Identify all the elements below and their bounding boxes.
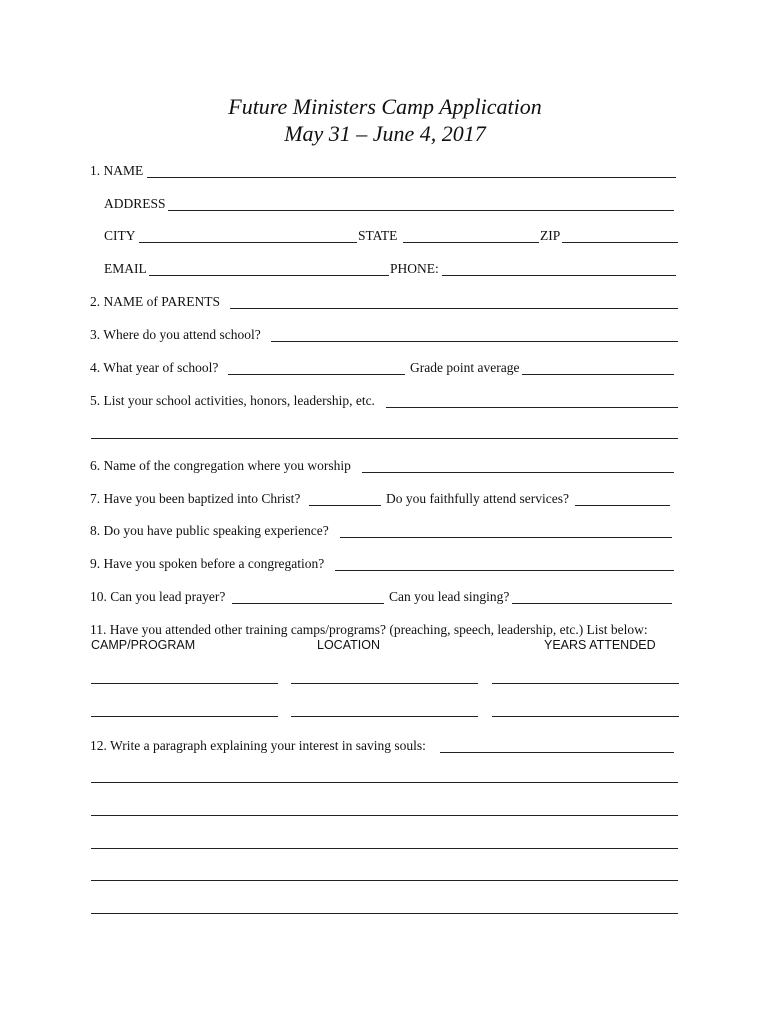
camp-program-line-1[interactable]	[91, 683, 278, 684]
gpa-field[interactable]	[522, 360, 674, 375]
zip-label: ZIP	[540, 228, 561, 243]
state-field[interactable]	[403, 228, 539, 243]
state-label: STATE	[358, 228, 398, 243]
paragraph-line-4[interactable]	[91, 880, 678, 881]
paragraph-label: 12. Write a paragraph explaining your interest in saving souls:	[90, 738, 426, 753]
name-label: 1. NAME	[90, 163, 144, 178]
prayer-singing-row	[0, 589, 770, 607]
name-field[interactable]	[147, 163, 676, 178]
address-field[interactable]	[168, 196, 674, 211]
attend-field[interactable]	[575, 491, 670, 506]
school-field[interactable]	[271, 327, 678, 342]
name-row	[0, 163, 770, 181]
location-line-1[interactable]	[291, 683, 478, 684]
parents-field[interactable]	[230, 294, 678, 309]
activities-field[interactable]	[386, 393, 678, 408]
baptized-attend-row	[0, 491, 770, 509]
paragraph-line-5[interactable]	[91, 913, 678, 914]
spoken-field[interactable]	[335, 556, 674, 571]
camp-program-line-2[interactable]	[91, 716, 278, 717]
baptized-field[interactable]	[309, 491, 381, 506]
singing-field[interactable]	[512, 589, 672, 604]
singing-label: Can you lead singing?	[389, 589, 510, 604]
years-line-1[interactable]	[492, 683, 679, 684]
parents-row	[0, 294, 770, 312]
camps-label: 11. Have you attended other training camps/programs? (preaching, speech, leadership, etc.) List below:	[90, 622, 648, 637]
prayer-label: 10. Can you lead prayer?	[90, 589, 226, 604]
zip-field[interactable]	[562, 228, 678, 243]
speaking-row	[0, 523, 770, 541]
spoken-label: 9. Have you spoken before a congregation?	[90, 556, 325, 571]
paragraph-row	[0, 738, 770, 756]
parents-label: 2. NAME of PARENTS	[90, 294, 221, 309]
year-field[interactable]	[228, 360, 405, 375]
speaking-field[interactable]	[340, 523, 672, 538]
form-dates: May 31 – June 4, 2017	[284, 121, 486, 146]
city-label: CITY	[104, 228, 136, 243]
address-row	[0, 196, 770, 214]
attend-label: Do you faithfully attend services?	[386, 491, 569, 506]
email-phone-row	[0, 261, 770, 279]
phone-label: PHONE:	[390, 261, 439, 276]
activities-label: 5. List your school activities, honors, leadership, etc.	[90, 393, 375, 408]
location-header: LOCATION	[317, 638, 380, 652]
location-line-2[interactable]	[291, 716, 478, 717]
congregation-field[interactable]	[362, 458, 674, 473]
email-field[interactable]	[149, 261, 389, 276]
prayer-field[interactable]	[232, 589, 384, 604]
city-field[interactable]	[139, 228, 357, 243]
school-label: 3. Where do you attend school?	[90, 327, 261, 342]
speaking-label: 8. Do you have public speaking experience?	[90, 523, 329, 538]
activities-row	[0, 393, 770, 411]
years-attended-header: YEARS ATTENDED	[544, 638, 656, 652]
camp-program-header: CAMP/PROGRAM	[91, 638, 196, 652]
paragraph-line-3[interactable]	[91, 848, 678, 849]
congregation-row	[0, 458, 770, 476]
year-label: 4. What year of school?	[90, 360, 219, 375]
paragraph-line-1[interactable]	[91, 782, 678, 783]
baptized-label: 7. Have you been baptized into Christ?	[90, 491, 301, 506]
phone-field[interactable]	[442, 261, 676, 276]
school-row	[0, 327, 770, 345]
year-gpa-row	[0, 360, 770, 378]
city-state-zip-row	[0, 228, 770, 246]
paragraph-field[interactable]	[440, 738, 674, 753]
congregation-label: 6. Name of the congregation where you worship	[90, 458, 351, 473]
address-label: ADDRESS	[104, 196, 166, 211]
email-label: EMAIL	[104, 261, 147, 276]
form-title: Future Ministers Camp Application	[228, 94, 542, 119]
paragraph-line-2[interactable]	[91, 815, 678, 816]
activities-extra-line[interactable]	[91, 438, 678, 439]
spoken-row	[0, 556, 770, 574]
years-line-2[interactable]	[492, 716, 679, 717]
gpa-label: Grade point average	[410, 360, 520, 375]
